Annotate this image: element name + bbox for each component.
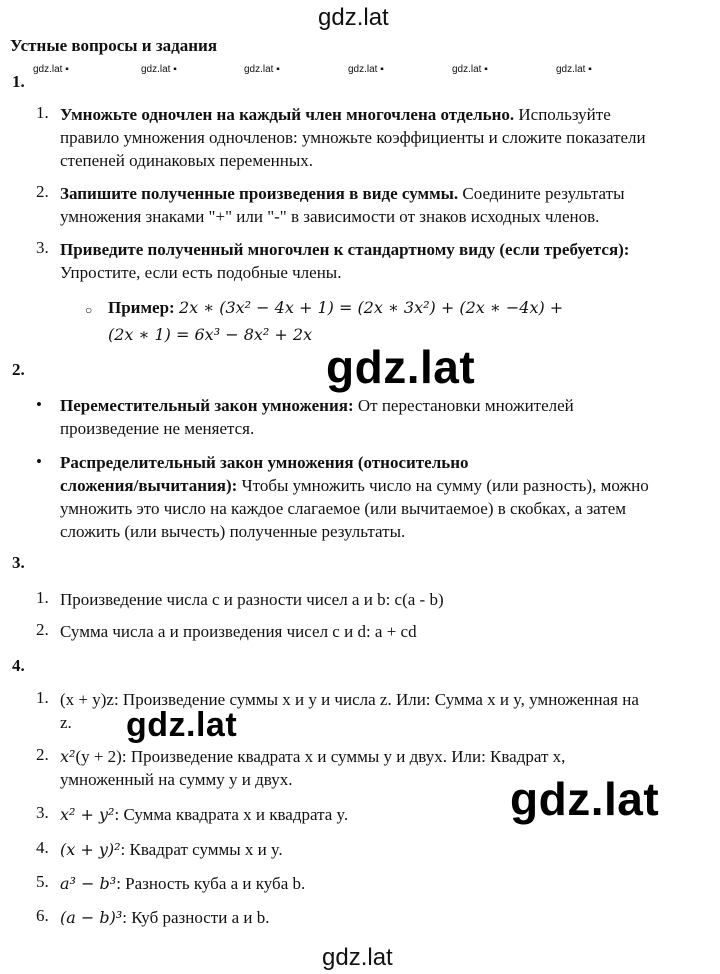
s4-item-1-line1: (x + y)z: Произведение суммы x и y и числа z. Или: Сумма x и y, умноженная на — [60, 690, 639, 709]
s4-item-6-expr: (a − b)³ — [60, 908, 123, 927]
s3-item-2: Сумма числа а и произведения чисел с и d: a + cd — [60, 622, 417, 641]
s1-item-3-bold: Приведите полученный многочлен к стандартному виду (если требуется): — [60, 240, 630, 259]
watermark-big-3: gdz.lat — [510, 773, 660, 825]
s1-item-3-line2: Упростите, если есть подобные члены. — [60, 263, 342, 282]
s4-item-5-text: : Разность куба a и куба b. — [116, 874, 306, 893]
s2-item-2-line4: сложить (или вычесть) полученные результаты. — [60, 522, 406, 541]
s2-item-2-bold1: Распределительный закон умножения (относительно — [60, 453, 469, 472]
small-watermark: gdz.lat ▪ — [244, 64, 280, 75]
s1-item-1-number: 1. — [36, 103, 49, 122]
s4-item-1-line2: z. — [60, 713, 72, 732]
s3-item-1-number: 1. — [36, 588, 49, 607]
section-4-number: 4. — [12, 656, 25, 675]
s4-item-6-text: : Куб разности a и b. — [122, 908, 270, 927]
s1-item-2 — [60, 182, 710, 228]
s1-item-3-number: 3. — [36, 238, 49, 257]
page-heading: Устные вопросы и задания — [10, 36, 218, 55]
small-watermark: gdz.lat ▪ — [452, 64, 488, 75]
s1-item-2-bold: Запишите полученные произведения в виде суммы. — [60, 184, 459, 203]
s4-item-3 — [60, 803, 348, 826]
s1-item-3 — [60, 238, 710, 284]
section-1-number: 1. — [12, 72, 25, 91]
s2-item-1-line2: произведение не меняется. — [60, 419, 255, 438]
s2-bullet-2: • — [36, 452, 42, 471]
s3-item-1: Произведение числа с и разности чисел а и b: c(a - b) — [60, 590, 444, 609]
s4-item-3-expr: x² + y² — [60, 805, 115, 824]
example-circle-bullet: ○ — [85, 303, 93, 317]
example-label: Пример: — [108, 298, 175, 317]
s1-item-1-line2: правило умножения одночленов: умножьте коэффициенты и сложите показатели — [60, 128, 646, 147]
s4-item-5-expr: a³ − b³ — [60, 874, 117, 893]
s2-item-2-line3: умножить это число на каждое слагаемое (или вычитаемое) в скобках, а затем — [60, 499, 626, 518]
s1-item-2-line2: умножения знаками "+" или "-" в зависимости от знаков исходных членов. — [60, 207, 600, 226]
s1-item-1-bold: Умножьте одночлен на каждый член многочлена отдельно. — [60, 105, 515, 124]
section-2-number: 2. — [12, 360, 25, 379]
s1-item-1 — [60, 103, 710, 172]
watermark-bottom: gdz.lat — [322, 944, 393, 971]
s4-item-5 — [60, 872, 305, 895]
s4-item-2 — [60, 745, 710, 791]
s1-item-1-line3: степеней одинаковых переменных. — [60, 151, 314, 170]
s1-item-1-line1: Используйте — [514, 105, 611, 124]
s2-item-1-line1: От перестановки множителей — [353, 396, 574, 415]
s2-item-1-bold: Переместительный закон умножения: — [60, 396, 354, 415]
s4-item-4-expr: (x + y)² — [60, 840, 121, 859]
s4-item-2-expr: x² — [60, 747, 76, 766]
s4-item-2-number: 2. — [36, 745, 49, 764]
small-watermark: gdz.lat ▪ — [141, 64, 177, 75]
s4-item-1-number: 1. — [36, 688, 49, 707]
s2-item-1 — [60, 394, 710, 440]
example-line1: 2x ∗ (3x² − 4x + 1) = (2x ∗ 3x²) + (2x ∗ −4x) + — [178, 298, 564, 317]
s2-item-2-bold2: сложения/вычитания): — [60, 476, 238, 495]
example-line2: (2x ∗ 1) = 6x³ − 8x² + 2x — [108, 325, 313, 344]
s4-item-6-number: 6. — [36, 906, 49, 925]
s2-bullet-1: • — [36, 395, 42, 414]
s4-item-4-number: 4. — [36, 838, 49, 857]
s4-item-1 — [60, 688, 710, 734]
s2-item-2 — [60, 451, 715, 543]
s4-item-4-text: : Квадрат суммы x и y. — [120, 840, 283, 859]
watermark-big-1: gdz.lat — [326, 341, 476, 393]
s4-item-2-line1: (y + 2): Произведение квадрата x и суммы y и двух. Или: Квадрат x, — [75, 747, 566, 766]
s4-item-3-number: 3. — [36, 803, 49, 822]
watermark-top: gdz.lat — [318, 4, 389, 31]
s4-item-6 — [60, 906, 269, 929]
small-watermark: gdz.lat ▪ — [33, 64, 69, 75]
s4-item-2-line2: умноженный на сумму y и двух. — [60, 770, 293, 789]
s4-item-4 — [60, 838, 283, 861]
s3-item-2-number: 2. — [36, 620, 49, 639]
watermark-big-2: gdz.lat — [126, 706, 238, 744]
small-watermark: gdz.lat ▪ — [348, 64, 384, 75]
small-watermark: gdz.lat ▪ — [556, 64, 592, 75]
s2-item-2-line2: Чтобы умножить число на сумму (или разность), можно — [237, 476, 649, 495]
s1-item-2-number: 2. — [36, 182, 49, 201]
section-3-number: 3. — [12, 553, 25, 572]
s1-example — [108, 296, 708, 351]
s4-item-5-number: 5. — [36, 872, 49, 891]
s4-item-3-text: : Сумма квадрата x и квадрата y. — [114, 805, 349, 824]
s1-item-2-line1: Соедините результаты — [458, 184, 625, 203]
